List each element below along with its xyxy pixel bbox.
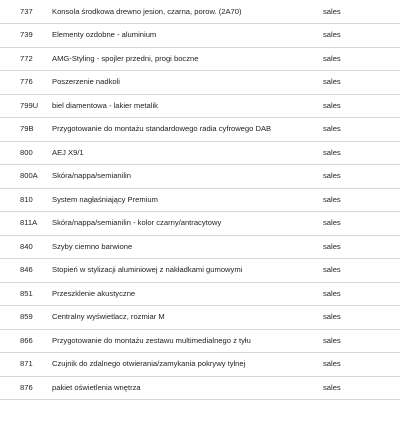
table-row (0, 94, 400, 118)
option-description-cell: AMG-Styling - spojler przedni, progi boczne (52, 47, 323, 71)
option-description-cell: biel diamentowa - lakier metalik (52, 94, 323, 118)
option-code-cell: 800 (0, 141, 52, 165)
option-code-cell: 737 (0, 0, 52, 24)
table-row (0, 235, 400, 259)
option-description-cell: Szyby ciemno barwione (52, 235, 323, 259)
table-row (0, 141, 400, 165)
option-code-cell: 799U (0, 94, 52, 118)
table-row (0, 353, 400, 377)
option-code-cell: 739 (0, 24, 52, 48)
option-description-cell: AEJ X9/1 (52, 141, 323, 165)
option-description-cell: System nagłaśniający Premium (52, 188, 323, 212)
table-row (0, 376, 400, 400)
table-row (0, 188, 400, 212)
option-category-cell: sales (323, 329, 400, 353)
option-code-cell: 810 (0, 188, 52, 212)
option-category-cell: sales (323, 306, 400, 330)
option-category-cell: sales (323, 141, 400, 165)
option-description-cell: Przygotowanie do montażu zestawu multimedialnego z tyłu (52, 329, 323, 353)
option-category-cell: sales (323, 376, 400, 400)
option-code-cell: 840 (0, 235, 52, 259)
option-code-cell: 851 (0, 282, 52, 306)
option-description-cell: Centralny wyświetlacz, rozmiar M (52, 306, 323, 330)
option-description-cell: Stopień w stylizacji aluminiowej z nakładkami gumowymi (52, 259, 323, 283)
option-code-cell: 846 (0, 259, 52, 283)
table-row (0, 165, 400, 189)
option-category-cell: sales (323, 47, 400, 71)
option-code-cell: 79B (0, 118, 52, 142)
table-row (0, 71, 400, 95)
option-description-cell: Czujnik do zdalnego otwierania/zamykania pokrywy tylnej (52, 353, 323, 377)
option-category-cell: sales (323, 353, 400, 377)
option-code-cell: 776 (0, 71, 52, 95)
option-code-cell: 859 (0, 306, 52, 330)
table-row (0, 329, 400, 353)
table-row (0, 118, 400, 142)
option-description-cell: Przygotowanie do montażu standardowego radia cyfrowego DAB (52, 118, 323, 142)
option-description-cell: pakiet oświetlenia wnętrza (52, 376, 323, 400)
table-row (0, 212, 400, 236)
table-row (0, 259, 400, 283)
option-description-cell: Skóra/nappa/semianilin - kolor czarny/antracytowy (52, 212, 323, 236)
option-category-cell: sales (323, 94, 400, 118)
option-category-cell: sales (323, 188, 400, 212)
option-description-cell: Przeszklenie akustyczne (52, 282, 323, 306)
option-code-cell: 876 (0, 376, 52, 400)
option-category-cell: sales (323, 165, 400, 189)
option-description-cell: Konsola środkowa drewno jesion, czarna, porow. (2A70) (52, 0, 323, 24)
option-description-cell: Poszerzenie nadkoli (52, 71, 323, 95)
option-category-cell: sales (323, 235, 400, 259)
table-row (0, 306, 400, 330)
table-row (0, 282, 400, 306)
option-code-cell: 811A (0, 212, 52, 236)
option-category-cell: sales (323, 282, 400, 306)
option-category-cell: sales (323, 212, 400, 236)
option-code-cell: 871 (0, 353, 52, 377)
option-category-cell: sales (323, 259, 400, 283)
table-row (0, 24, 400, 48)
option-category-cell: sales (323, 24, 400, 48)
table-row (0, 47, 400, 71)
table-row (0, 0, 400, 24)
option-code-cell: 772 (0, 47, 52, 71)
option-category-cell: sales (323, 71, 400, 95)
option-code-cell: 866 (0, 329, 52, 353)
option-code-cell: 800A (0, 165, 52, 189)
option-category-cell: sales (323, 0, 400, 24)
option-category-cell: sales (323, 118, 400, 142)
option-description-cell: Elementy ozdobne - aluminium (52, 24, 323, 48)
option-description-cell: Skóra/nappa/semianilin (52, 165, 323, 189)
